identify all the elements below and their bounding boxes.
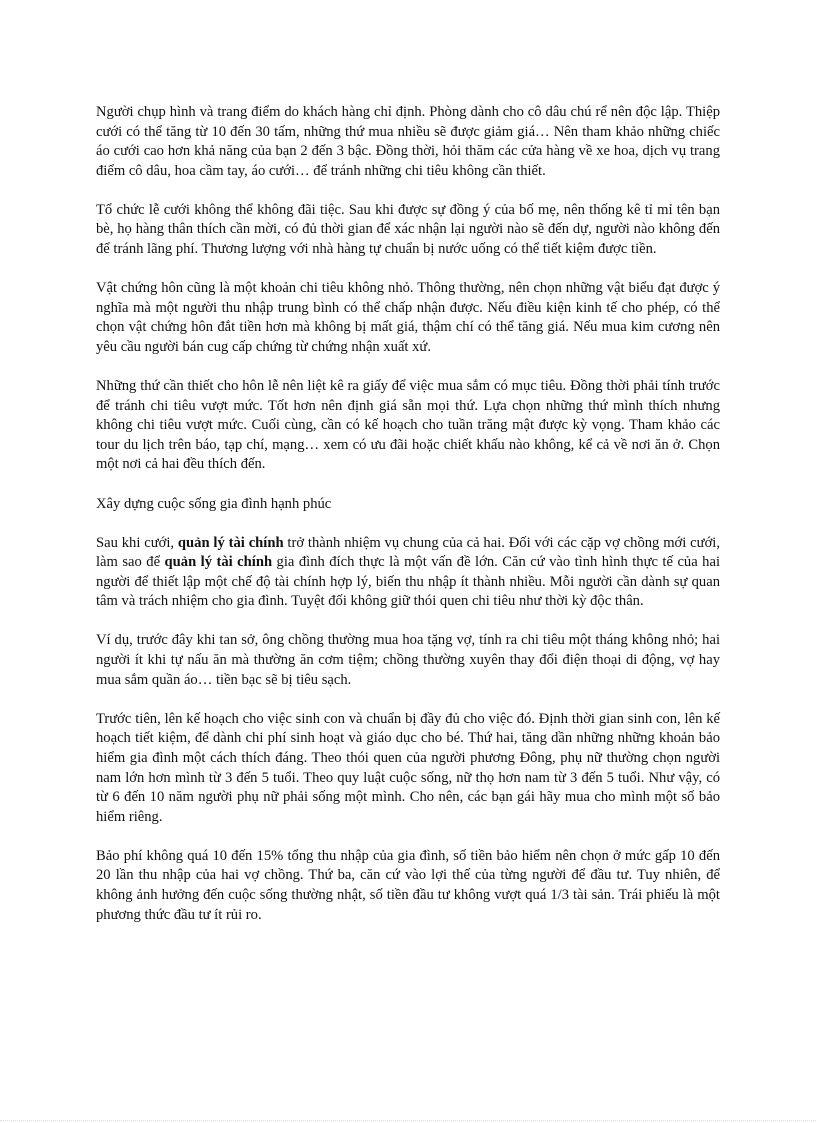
paragraph bbox=[96, 534, 720, 612]
paragraph-text: gia đình đích thực là một vấn đề lớn. Căn cứ vào tình hình thực tế của hai người để thiết lập một chế độ tài chính hợp lý, biến thu nhập ít thành nhiều. Mỗi người cần dành sự quan tâm và trách nhiệm cho gia đình. Tuyệt đối không giữ thói quen chi tiêu như thời kỳ độc thân. bbox=[96, 554, 720, 610]
paragraph-text: Sau khi cưới, bbox=[96, 534, 178, 551]
paragraph bbox=[96, 201, 720, 260]
bold-keyword: quản lý tài chính bbox=[177, 534, 284, 551]
section-heading-text: Xây dựng cuộc sống gia đình hạnh phúc bbox=[96, 495, 332, 512]
section-heading bbox=[96, 495, 720, 515]
paragraph bbox=[96, 631, 720, 690]
paragraph-text: Ví dụ, trước đây khi tan sở, ông chồng thường mua hoa tặng vợ, tính ra chi tiêu một tháng không nhỏ; hai người ít khi tự nấu ăn mà thường ăn cơm tiệm; chồng thường xuyên thay đổi điện thoại di động, vợ hay mua sắm quần áo… tiền bạc sẽ bị tiêu sạch. bbox=[96, 632, 720, 688]
paragraph bbox=[96, 279, 720, 357]
paragraph-text: Tổ chức lễ cưới không thể không đãi tiệc. Sau khi được sự đồng ý của bố mẹ, nên thống kê tỉ mỉ tên bạn bè, họ hàng thân thích cần mời, có đủ thời gian để xác nhận lại người nào sẽ đến dự, người nào không đến để tránh lãng phí. Thương lượng với nhà hàng tự chuẩn bị nước uống có thể tiết kiệm được tiền. bbox=[96, 201, 720, 258]
paragraph-text: Người chụp hình và trang điểm do khách hàng chỉ định. Phòng dành cho cô dâu chú rể nên độc lập. Thiệp cưới có thể tăng từ 10 đến 30 tấm, những thứ mua nhiều sẽ được giảm giá… Nên tham khảo những chiếc áo cưới cao hơn khả năng của bạn 2 đến 3 bậc. Đồng thời, hỏi thăm các cửa hàng về xe hoa, dịch vụ trang điểm cô dâu, hoa cầm tay, áo cưới… để tránh những chi tiêu không cần thiết. bbox=[96, 104, 720, 179]
paragraph-text: Bảo phí không quá 10 đến 15% tổng thu nhập của gia đình, số tiền bảo hiểm nên chọn ở mức gấp 10 đến 20 lần thu nhập của hai vợ chồng. Thứ ba, căn cứ vào lợi thế của từng người để đầu tư. Tuy nhiên, để không ảnh hưởng đến cuộc sống thường nhật, số tiền đầu tư không vượt quá 1/3 tài sản. Trái phiếu là một phương thức đầu tư ít rủi ro. bbox=[96, 847, 720, 923]
paragraph-text: trở thành nhiệm vụ chung của cả hai. Đối với các cặp vợ chồng mới cưới, làm sao để bbox=[96, 534, 720, 571]
paragraph bbox=[96, 103, 720, 181]
paragraph bbox=[96, 847, 720, 925]
paragraph bbox=[96, 377, 720, 475]
bold-keyword: quản lý tài chính bbox=[164, 554, 273, 571]
paragraph-text: Những thứ cần thiết cho hôn lễ nên liệt kê ra giấy để việc mua sắm có mục tiêu. Đồng thời phải tính trước để tránh chi tiêu vượt mức. Tốt hơn nên định giá sẵn mọi thứ. Lựa chọn những thứ mình thích nhưng không chi tiêu vượt mức. Cuối cùng, cần có kế hoạch cho tuần trăng mật được kỳ vọng. Tham khảo các tour du lịch trên báo, tạp chí, mạng… xem có ưu đãi hoặc chiết khấu nào không, kể cả về nơi ăn ở. Chọn một nơi cả hai đều thích đến. bbox=[96, 378, 720, 473]
page-bottom-border bbox=[0, 1120, 816, 1121]
paragraph-text: Trước tiên, lên kế hoạch cho việc sinh con và chuẩn bị đầy đủ cho việc đó. Định thời gian sinh con, lên kế hoạch tiết kiệm, để dành chi phí sinh hoạt và giáo dục cho bé. Thứ hai, tăng dần những những khoản bảo hiểm gia đình một cách thích đáng. Theo thói quen của người phương Đông, phụ nữ thường chọn người nam lớn hơn mình từ 3 đến 5 tuổi. Theo quy luật cuộc sống, nữ thọ hơn nam từ 3 đến 5 tuổi. Như vậy, có từ 6 đến 10 năm người phụ nữ phải sống một mình. Cho nên, các bạn gái hãy mua cho mình một số bảo hiểm riêng. bbox=[96, 710, 720, 825]
paragraph-text: Vật chứng hôn cũng là một khoản chi tiêu không nhỏ. Thông thường, nên chọn những vật biểu đạt được ý nghĩa mà một người thu nhập trung bình có thể chấp nhận được. Nếu điều kiện kinh tế cho phép, có thể chọn vật chứng hôn đắt tiền hơn mà không bị mất giá, thậm chí có thể tăng giá. Nếu mua kim cương nên yêu cầu người bán cug cấp chứng từ chứng nhận xuất xứ. bbox=[96, 280, 720, 355]
paragraph bbox=[96, 710, 720, 828]
